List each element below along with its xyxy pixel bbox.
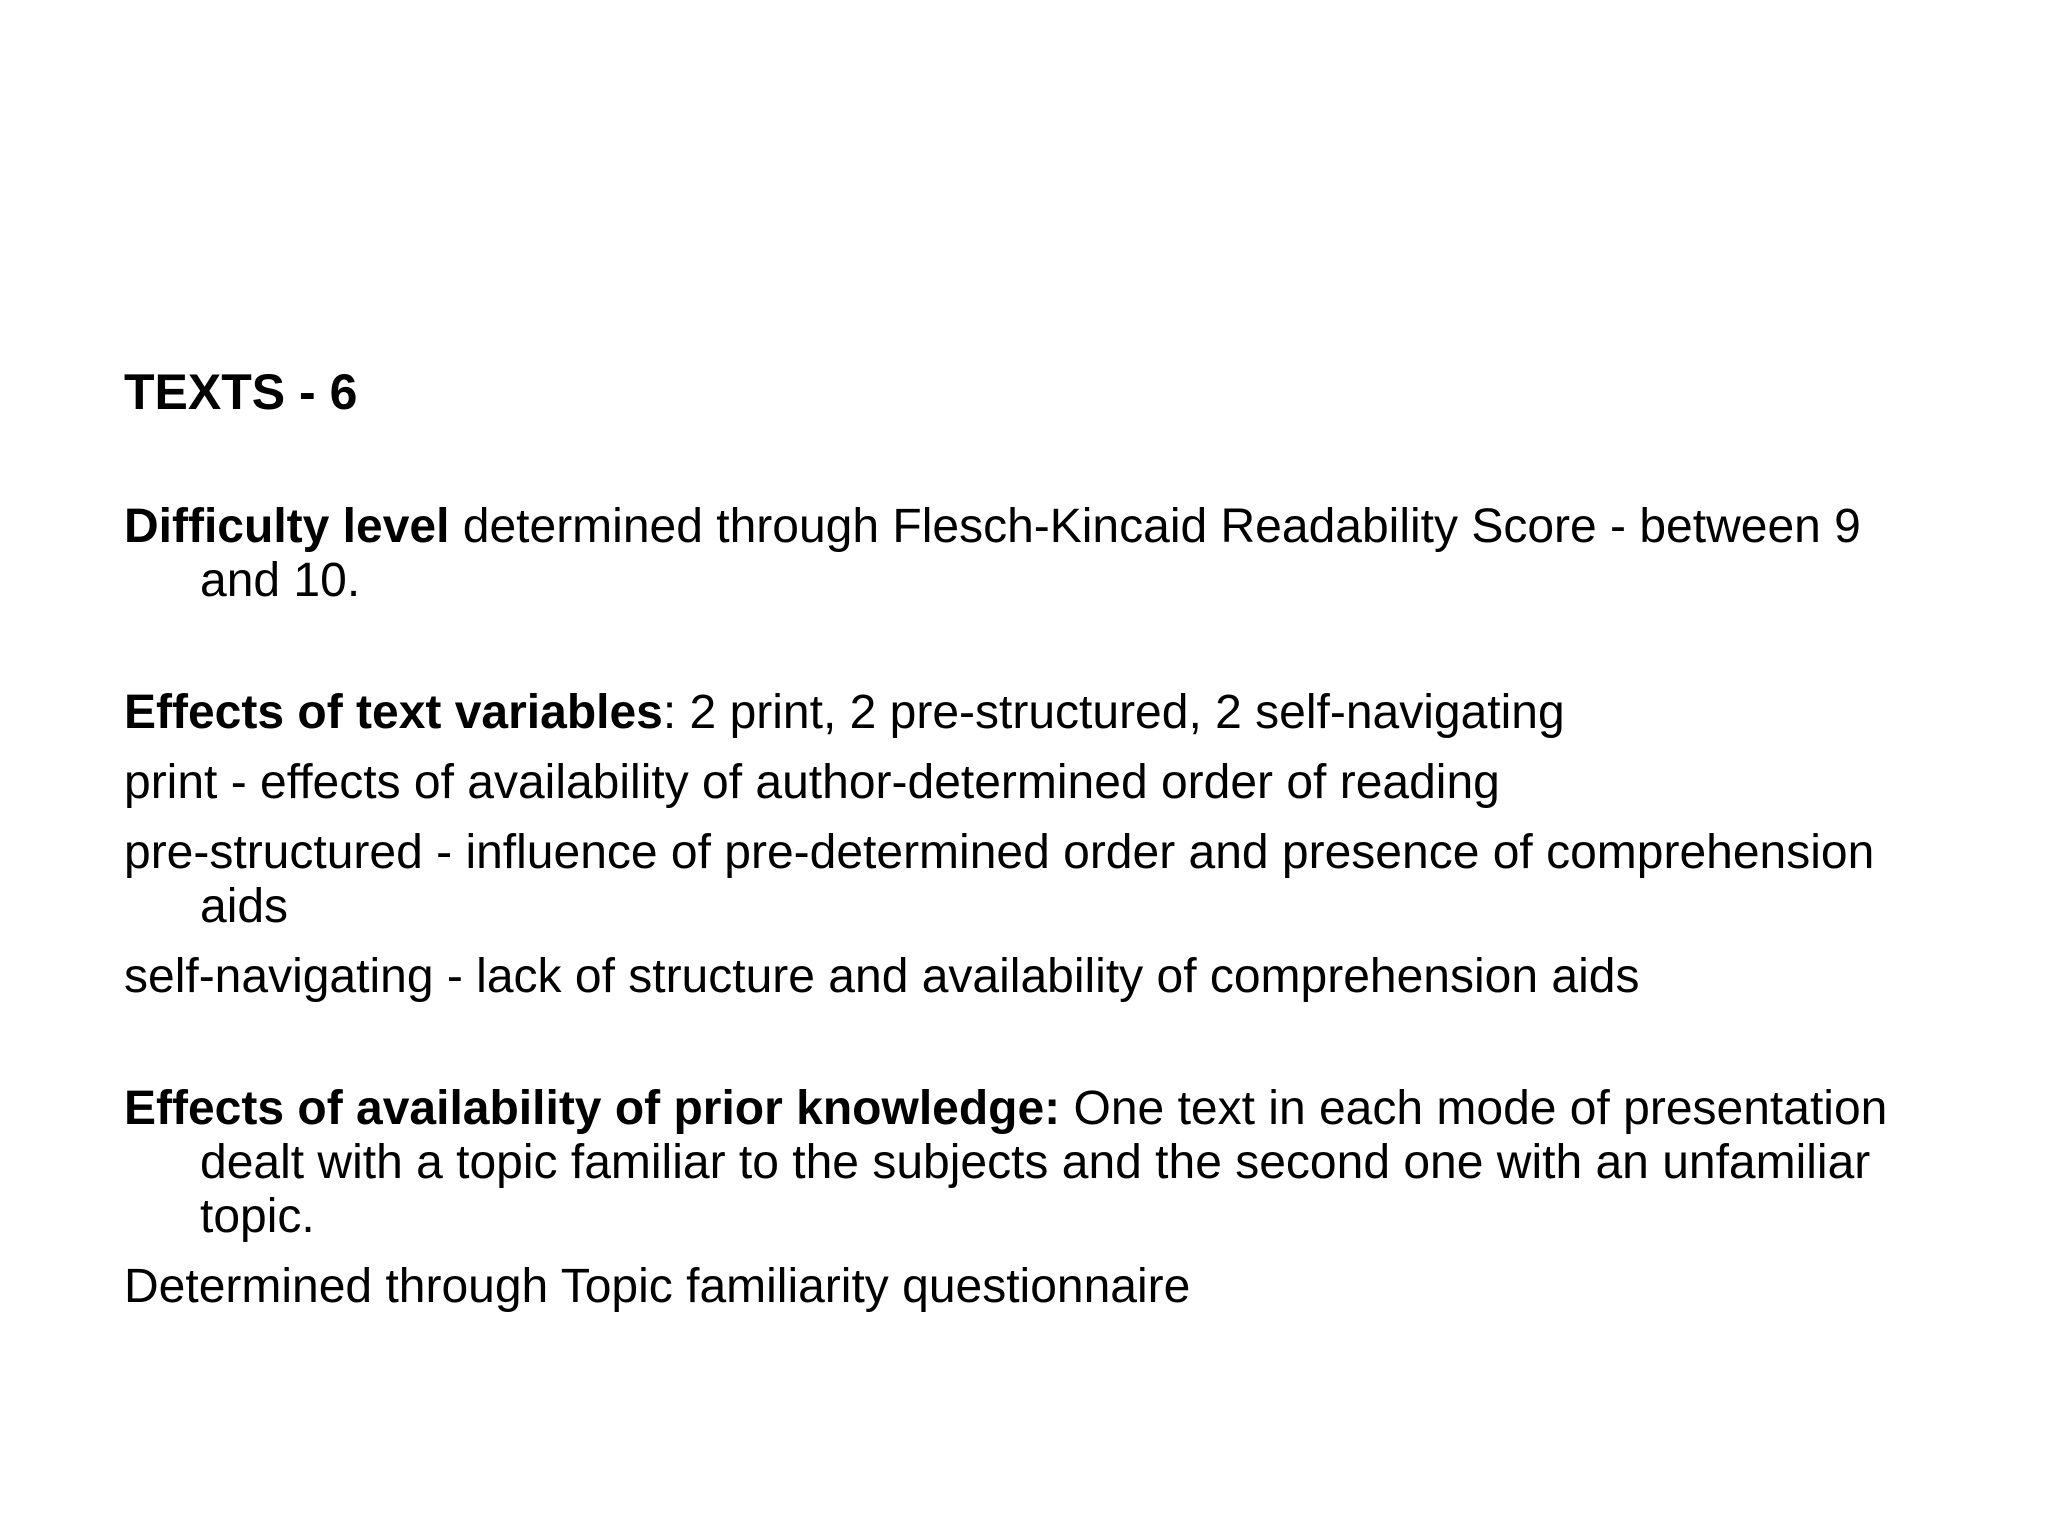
text-variables-paragraph: [124, 686, 1954, 740]
prior-knowledge-paragraph: [124, 1082, 1954, 1244]
text-variable-pre-structured: pre-structured - influence of pre-determined order and presence of comprehension aids: [124, 826, 1875, 933]
prior-knowledge-label: Effects of availability of prior knowledge:: [124, 1082, 1061, 1135]
text-variables-text: : 2 print, 2 pre-structured, 2 self-navigating: [662, 686, 1565, 739]
text-variable-self-navigating: self-navigating - lack of structure and availability of comprehension aids: [124, 950, 1640, 1003]
difficulty-label: Difficulty level: [124, 500, 450, 553]
prior-knowledge-note: Determined through Topic familiarity questionnaire: [124, 1260, 1191, 1313]
difficulty-paragraph: [124, 500, 1954, 608]
prior-knowledge-text: One text in each mode of presentation dealt with a topic familiar to the subjects and the second one with an unfamiliar topic.: [200, 1082, 1888, 1243]
slide-content: [124, 360, 1954, 1314]
text-variable-print: print - effects of availability of author-determined order of reading: [124, 756, 1500, 809]
difficulty-text: determined through Flesch-Kincaid Readability Score - between 9 and 10.: [200, 500, 1861, 607]
text-variables-label: Effects of text variables: [124, 686, 663, 739]
slide-title: TEXTS - 6: [124, 364, 358, 420]
